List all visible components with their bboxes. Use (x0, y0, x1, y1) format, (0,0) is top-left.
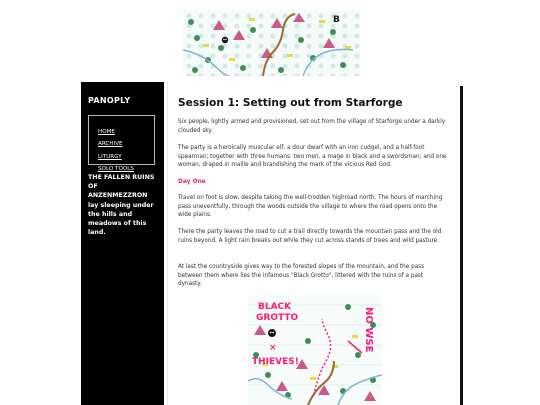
annotation-black: BLACK (258, 302, 292, 312)
post-title: Session 1: Setting out from Starforge (178, 97, 403, 109)
site-title[interactable]: PANOPLY (88, 96, 131, 105)
header-map-banner[interactable] (183, 10, 360, 76)
annotation-nowse: NO WSE (363, 307, 374, 353)
nav-liturgy-link[interactable]: LITURGY (98, 153, 122, 160)
post-paragraph: At last the countryside gives way to the forested slopes of the mountain, and the pass between them where lies the infamous "Black Grotto", littered with the ruins of a past dynasty. (178, 264, 425, 288)
annotated-map-image[interactable] (248, 295, 382, 405)
site-tagline: THE FALLEN RUINS OF ANZENMEZZRON lay sleeping under the hills and meadows of this land. (88, 174, 155, 237)
nav-home-link[interactable]: HOME (98, 129, 115, 135)
nav-archive-link[interactable]: ARCHIVE (98, 141, 123, 148)
hex-map-illustration (183, 10, 360, 76)
nav-menu (88, 115, 155, 173)
annotated-hex-map (248, 295, 382, 405)
sidebar (81, 82, 164, 405)
annotation-thieves: THIEVES! (252, 357, 299, 367)
post-paragraph: The party is a heroically muscular elf, a dour dwarf with an iron cudgel, and a half-foot spearman; together with three humans: two men, a mage in black and a swordsman; and one woman, draped in maille and brandishing the mark of the vicious Red God. (178, 145, 447, 169)
annotation-grotto: GROTTO (256, 313, 299, 323)
content-shadow (460, 86, 463, 405)
post-paragraph: Travel on foot is slow, despite taking the well-trodden highroad north. The hours of marching pass uneventfully, through the woods outside the village to where the road opens onto the wide plains. (178, 195, 443, 219)
svg-text:×: × (269, 343, 277, 353)
post-paragraph: Six people, lightly armed and provisioned, set out from the village of Starforge under a darkly clouded sky. (178, 119, 446, 134)
day-heading: Day One (178, 179, 206, 185)
nav-solo-tools-link[interactable]: SOLO TOOLS (98, 166, 134, 173)
svg-text:B: B (333, 15, 340, 25)
post-content (167, 82, 461, 405)
post-paragraph: There the party leaves the road to cut a trail directly towards the mountain pass and the old ruins beyond. A light rain breaks out while they cut across stands of trees and wild pasture. (178, 229, 442, 244)
